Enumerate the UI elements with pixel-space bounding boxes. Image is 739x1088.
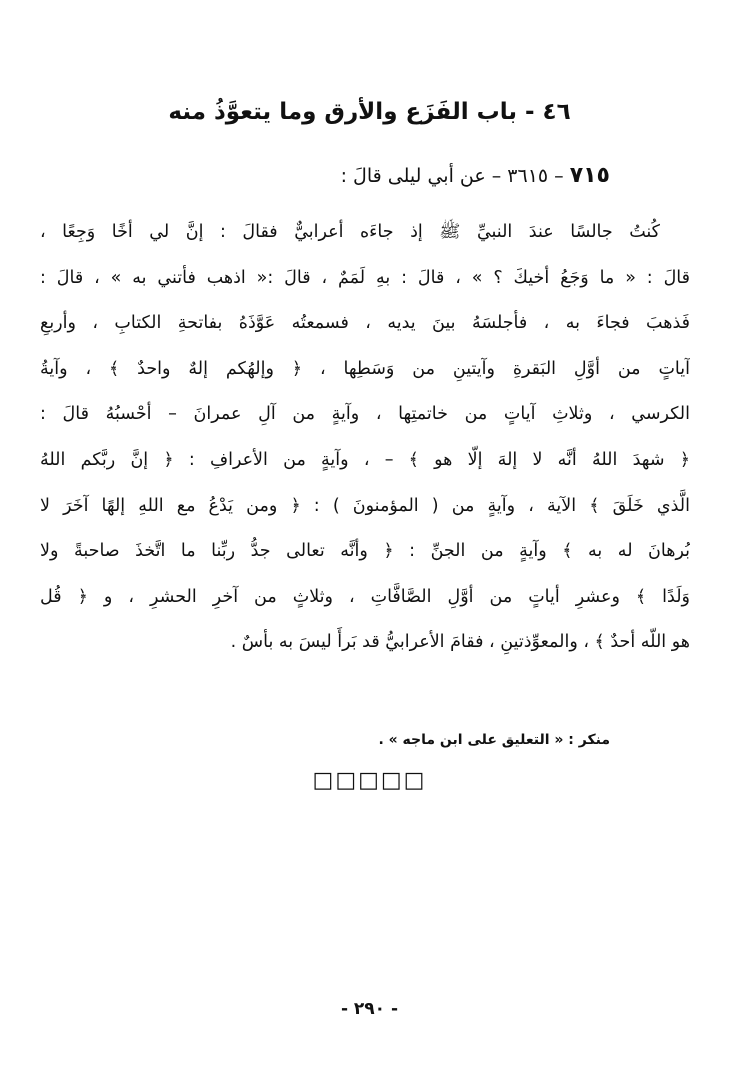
hadith-text-line: وَلَدًا ﴾ وعشرِ أياتٍ من أوَّلِ الصَّافَّاتِ ، وثلاثٍ من آخرِ الحشرِ ، و ﴿ قُل (40, 586, 690, 607)
hadith-intro: – عن أبي ليلى قالَ : (340, 165, 502, 187)
hadith-number: ٧١٥ (569, 163, 610, 188)
hadith-text-line: كُنتُ جالسًا عندَ النبيِّ ﷺ إذ جاءَه أعرابيٌّ فقالَ : إنَّ لي أخًا وَجِعًا ، (40, 222, 660, 242)
hadith-text-line: هو اللّه أحدٌ ﴾ ، والمعوِّذتينِ ، فقامَ الأعرابيُّ قد بَرأَ ليسَ به بأسٌ . (230, 632, 690, 653)
hadith-text-line: بُرهانَ له به ﴾ وآيةٍ من الجنِّ : ﴿ وأنَّه تعالى جدُّ ربِّنا ما اتَّخذَ صاحبةً ولا (40, 541, 690, 562)
chapter-title: ٤٦ - باب الفَزَع والأرق وما يتعوَّذُ منه (168, 99, 571, 125)
hadith-reference-number: ٣٦١٥ (507, 165, 549, 187)
page-number: - ٢٩٠ - (340, 999, 399, 1019)
hadith-header (341, 162, 610, 190)
hadith-text-line: الَّذي خَلَقَ ﴾ الآية ، وآيةٍ من ( المؤمنونَ ) : ﴿ ومن يَدْعُ مع اللهِ إلهًا آخَرَ لا (40, 495, 690, 516)
hadith-number-separator: – (554, 165, 564, 187)
hadith-text-line: ﴿ شهدَ اللهُ أنَّه لا إلهَ إلّا هو ﴾ – ، وآيةٍ من الأعرافِ : ﴿ إنَّ ربَّكم اللهُ (40, 449, 690, 470)
hadith-body (40, 210, 690, 666)
hadith-text-line: الكرسي ، وثلاثِ آياتٍ من خاتمتِها ، وآيةٍ من آلِ عمرانَ – أحْسبُهُ قالَ : (40, 404, 690, 425)
hadith-text-line: قالَ : « ما وَجَعُ أخيكَ ؟ » ، قالَ : بهِ لَمَمٌ ، قالَ :« اذهب فأتني به » ، قالَ : (40, 267, 690, 288)
hadith-text-line: آياتٍ من أوَّلِ البَقرةِ وآيتينِ من وَسَطِها ، ﴿ وإلهُكم إلهٌ واحدٌ ﴾ ، وآيةُ (40, 358, 690, 379)
hadith-grading: منكر : « التعليق على ابن ماجه » . (378, 732, 610, 748)
section-end-marks: □□□□□ (312, 768, 427, 793)
hadith-text-line: فَذهبَ فجاءَ به ، فأجلسَهُ بينَ يديه ، فسمعتُه عَوَّذَهُ بفاتحةِ الكتابِ ، وأربعِ (40, 313, 690, 334)
